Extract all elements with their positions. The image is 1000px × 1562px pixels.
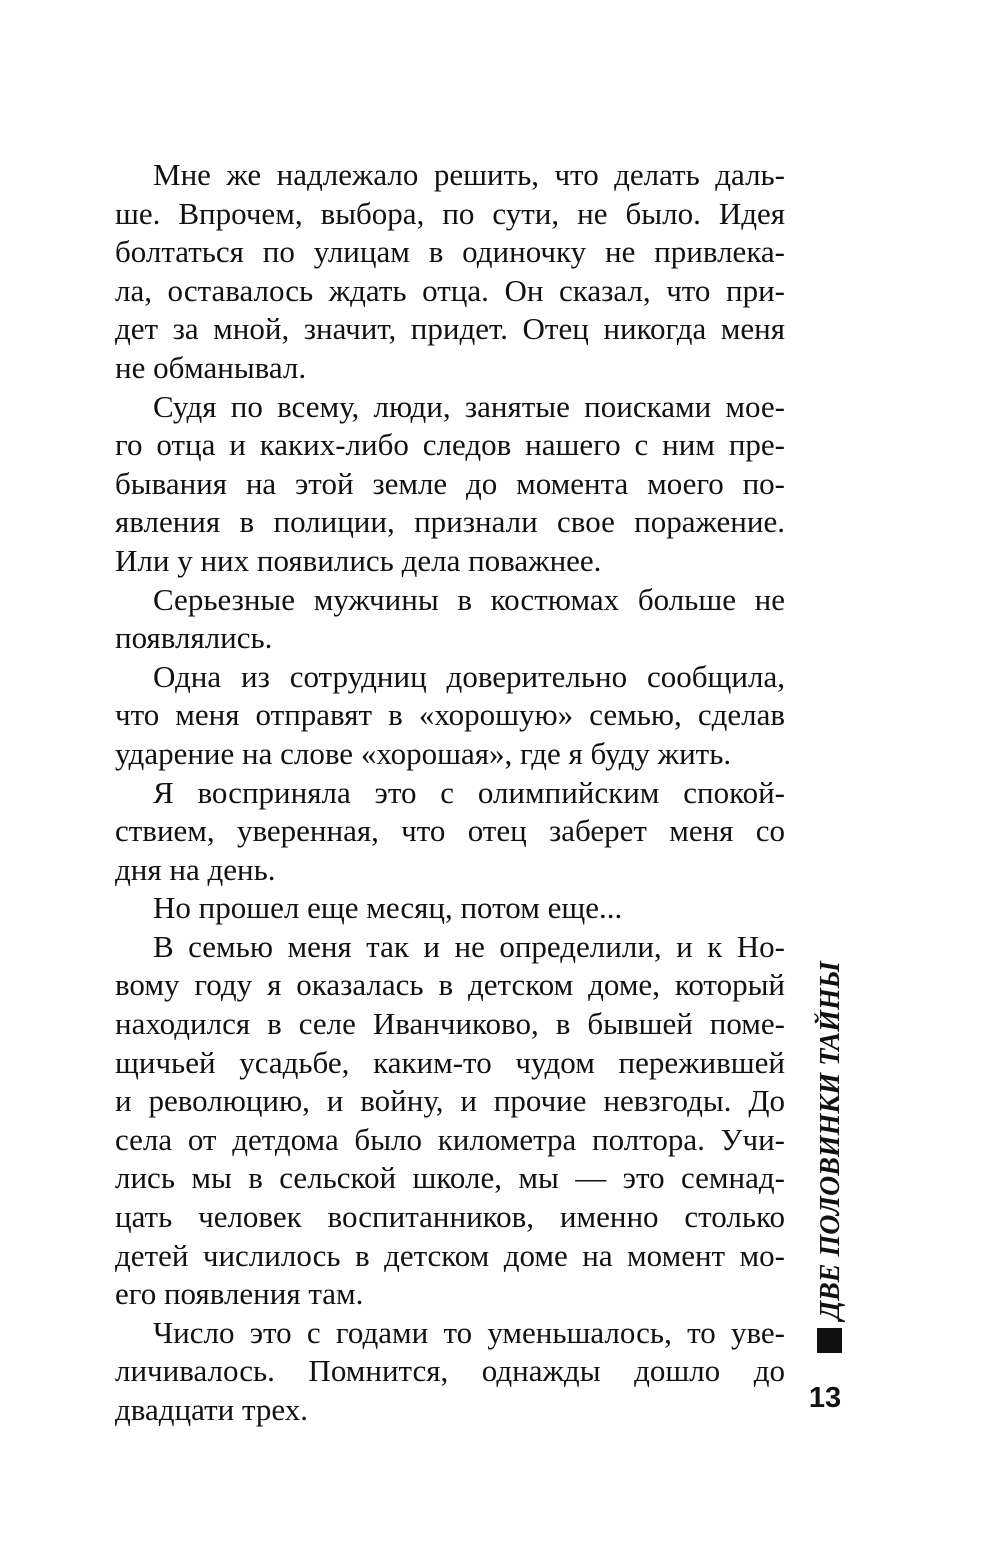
text-line: его появления там. <box>115 1276 364 1312</box>
text-line: Или у них появились дела поважнее. <box>115 542 602 578</box>
text-line: ударение на слове «хорошая», где я буду жить. <box>115 735 732 771</box>
paragraph <box>115 581 785 658</box>
paragraph <box>115 774 785 890</box>
text-line: Но прошел еще месяц, потом еще... <box>153 890 623 926</box>
page-number: 13 <box>808 1382 842 1414</box>
text-line: дет за мной, значит, придет. Отец никогда меня <box>115 311 785 347</box>
text-line: и революцию, и войну, и прочие невзгоды. До <box>115 1083 785 1119</box>
text-line: двадцати трех. <box>115 1392 308 1427</box>
paragraph <box>115 889 785 928</box>
text-line: Я восприняла это с олимпийским спокой- <box>153 774 785 810</box>
running-head <box>813 961 849 1360</box>
text-line: детей числилось в детском доме на момент мо- <box>115 1237 785 1273</box>
paragraph <box>115 658 785 774</box>
text-line: находился в селе Иванчиково, в бывшей поме- <box>115 1006 785 1042</box>
text-line: села от детдома было километра полтора. Учи- <box>115 1121 785 1157</box>
text-line: бывания на этой земле до момента моего по- <box>115 465 785 501</box>
text-line: болтаться по улицам в одиночку не привлека- <box>115 234 785 270</box>
paragraph <box>115 928 785 1314</box>
text-line: Число это с годами то уменьшалось, то уве- <box>153 1314 785 1350</box>
text-line: ствием, уверенная, что отец заберет меня со <box>115 813 785 849</box>
page-body-text <box>115 156 785 1430</box>
running-head-title: ДВЕ ПОЛОВИНКИ ТАЙНЫ <box>815 961 846 1320</box>
text-line: ше. Впрочем, выбора, по сути, не было. Идея <box>115 195 785 231</box>
text-line: личивалось. Помнится, однажды дошло до <box>115 1353 785 1389</box>
paragraph <box>115 1314 785 1430</box>
text-line: цать человек воспитанников, именно столько <box>115 1199 785 1235</box>
text-line: не обманывал. <box>115 349 307 385</box>
text-line: го отца и каких-либо следов нашего с ним пре- <box>115 427 785 463</box>
text-line: Серьезные мужчины в костюмах больше не <box>153 581 785 617</box>
text-line: что меня отправят в «хорошую» семью, сделав <box>115 697 785 733</box>
text-line: появлялись. <box>115 620 273 656</box>
text-line: дня на день. <box>115 851 276 887</box>
square-bullet-icon <box>817 1328 842 1353</box>
text-line: щичьей усадьбе, каким-то чудом пережившей <box>115 1044 785 1080</box>
paragraph <box>115 156 785 388</box>
text-line: Мне же надлежало решить, что делать даль- <box>153 157 785 192</box>
text-line: Одна из сотрудниц доверительно сообщила, <box>153 658 785 694</box>
paragraph <box>115 388 785 581</box>
text-line: лись мы в сельской школе, мы — это семнад- <box>115 1160 785 1196</box>
text-line: В семью меня так и не определили, и к Но- <box>153 928 785 964</box>
text-line: вому году я оказалась в детском доме, который <box>115 967 785 1003</box>
text-line: явления в полиции, признали свое поражение. <box>115 504 785 540</box>
text-line: ла, оставалось ждать отца. Он сказал, что при- <box>115 272 785 308</box>
text-line: Судя по всему, люди, занятые поисками мое- <box>153 388 785 424</box>
